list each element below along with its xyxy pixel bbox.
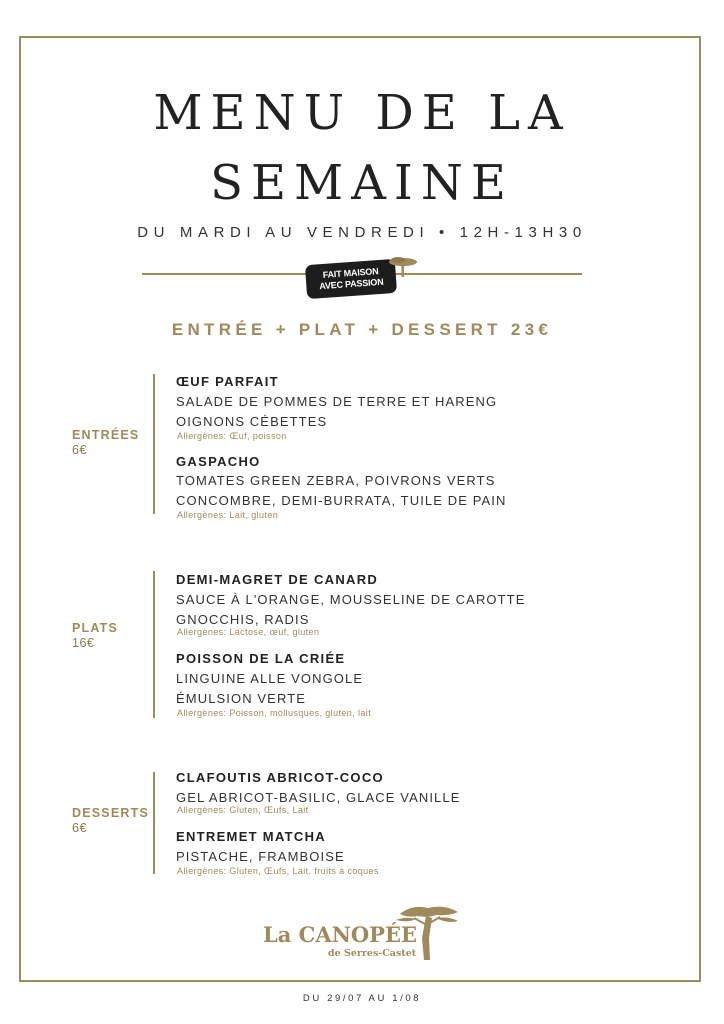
menu-formula: ENTRÉE + PLAT + DESSERT 23€	[171, 320, 553, 339]
section-bar-entrees	[153, 374, 155, 514]
dish-name: ENTREMET MATCHA	[176, 829, 326, 844]
service-hours: DU MARDI AU VENDREDI • 12H-13H30	[137, 224, 587, 241]
section-bar-plats	[153, 571, 155, 718]
dish-description: TOMATES GREEN ZEBRA, POIVRONS VERTS	[176, 473, 496, 488]
dish-description: LINGUINE ALLE VONGOLE	[176, 671, 364, 686]
dish-description: CONCOMBRE, DEMI-BURRATA, TUILE DE PAIN	[176, 493, 507, 508]
dish-allergens: Allergènes: Gluten, Œufs, Lait	[177, 805, 309, 815]
dish-description: SAUCE À L'ORANGE, MOUSSELINE DE CAROTTE	[176, 592, 526, 607]
section-price-entrees: 6€	[72, 443, 87, 457]
dish-allergens: Allergènes: Lait, gluten	[177, 510, 279, 520]
dish-name: POISSON DE LA CRIÉE	[176, 651, 346, 666]
dish-description: ÉMULSION VERTE	[176, 691, 307, 706]
dish-description: PISTACHE, FRAMBOISE	[176, 849, 345, 864]
dish-allergens: Allergènes: Lactose, œuf, gluten	[177, 627, 320, 637]
menu-title-line1: MENU DE LA	[153, 85, 571, 141]
section-label-plats: PLATS	[72, 621, 119, 635]
section-price-plats: 16€	[72, 636, 95, 650]
badge-line1: FAIT MAISON	[322, 266, 379, 280]
dish-allergens: Allergènes: Œuf, poisson	[177, 431, 287, 441]
section-label-entrees: ENTRÉES	[72, 428, 140, 442]
badge-line2: AVEC PASSION	[318, 276, 384, 292]
fait-maison-badge	[305, 259, 397, 299]
dish-description: GEL ABRICOT-BASILIC, GLACE VANILLE	[176, 790, 461, 805]
dish-description: GNOCCHIS, RADIS	[176, 612, 310, 627]
menu-date-range: DU 29/07 AU 1/08	[302, 993, 422, 1004]
dish-name: CLAFOUTIS ABRICOT-COCO	[176, 770, 384, 785]
restaurant-logo-location: de Serres-Castet	[328, 948, 417, 959]
section-bar-desserts	[153, 772, 155, 874]
dish-name: DEMI-MAGRET DE CANARD	[176, 572, 379, 587]
dish-name: GASPACHO	[176, 454, 261, 469]
restaurant-logo-name: La CANOPÉE	[263, 922, 417, 947]
dish-allergens: Allergènes: Gluten, Œufs, Lait, fruits à coques	[177, 866, 379, 876]
dish-description: OIGNONS CÉBETTES	[176, 414, 328, 429]
dish-allergens: Allergènes: Poisson, mollusques, gluten, lait	[177, 708, 372, 718]
tree-logo-icon	[392, 898, 462, 964]
section-price-desserts: 6€	[72, 821, 87, 835]
section-label-desserts: DESSERTS	[72, 806, 149, 820]
menu-title-line2: SEMAINE	[210, 155, 514, 211]
tree-icon	[388, 256, 418, 278]
dish-description: SALADE DE POMMES DE TERRE ET HARENG	[176, 394, 498, 409]
dish-name: ŒUF PARFAIT	[176, 374, 279, 389]
